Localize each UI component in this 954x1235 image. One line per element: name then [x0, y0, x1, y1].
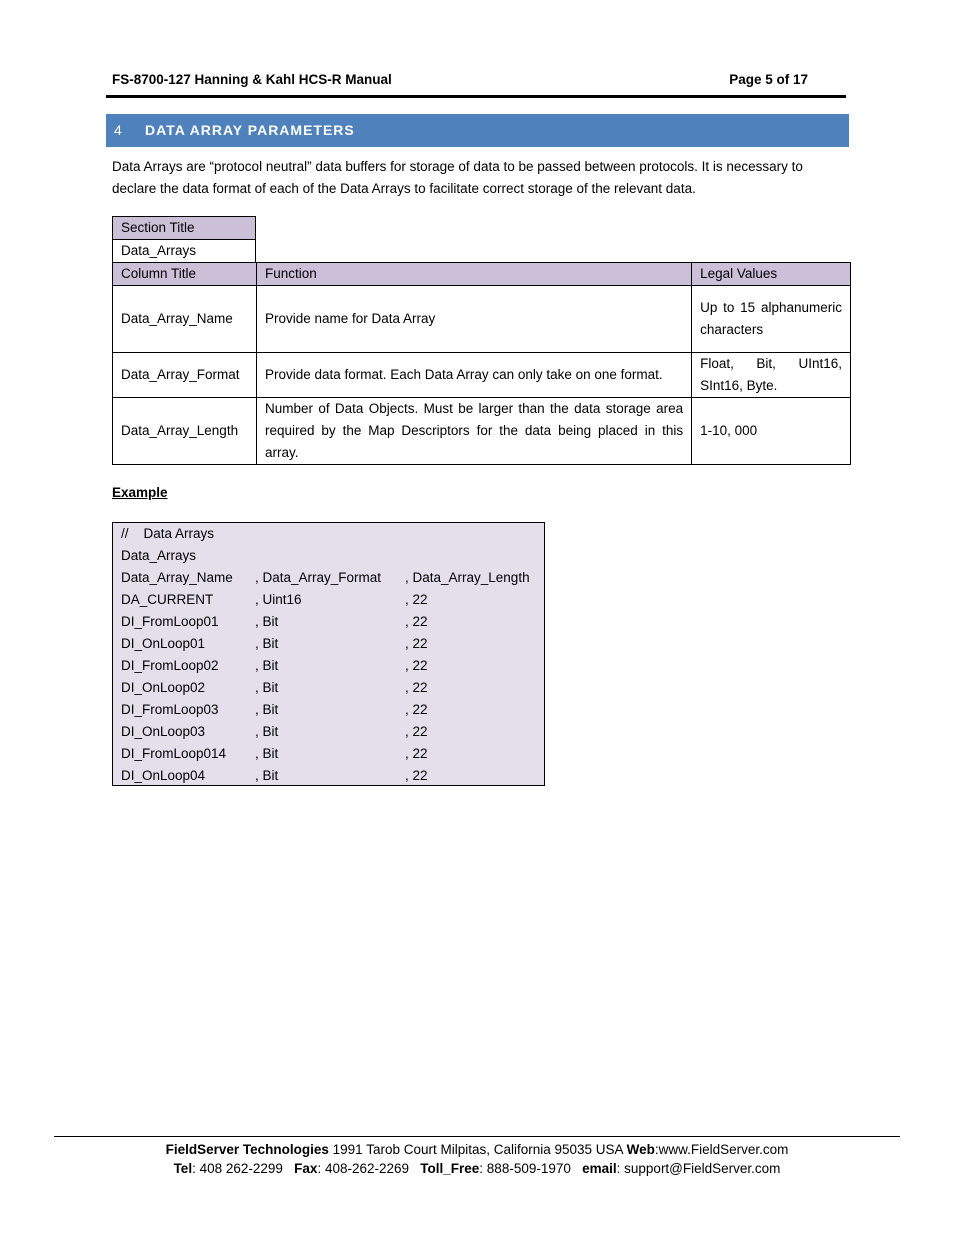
- code-cell: , 22: [405, 746, 428, 761]
- code-cell: Data_Array_Name: [121, 570, 233, 585]
- code-cell: , 22: [405, 680, 428, 695]
- document-title: FS-8700-127 Hanning & Kahl HCS-R Manual: [112, 72, 392, 87]
- code-cell: , Bit: [255, 636, 279, 651]
- footer-fax-label: Fax: [294, 1161, 318, 1176]
- section-number: 4: [114, 122, 122, 138]
- code-comment: // Data Arrays: [121, 526, 215, 541]
- code-cell: , Bit: [255, 614, 279, 629]
- code-cell: , Data_Array_Length: [405, 570, 530, 585]
- parameter-table: [112, 262, 851, 465]
- section-title-table: [112, 216, 256, 263]
- row-legal-values: Float, Bit, UInt16, SInt16, Byte.: [692, 353, 851, 398]
- code-cell: , Bit: [255, 658, 279, 673]
- code-cell: , Bit: [255, 746, 279, 761]
- column-header: Column Title: [113, 263, 257, 286]
- code-cell: , 22: [405, 636, 428, 651]
- footer-rule: [54, 1136, 900, 1137]
- code-cell: DI_FromLoop01: [121, 614, 219, 629]
- footer-email-label: email: [582, 1161, 617, 1176]
- row-legal-values: Up to 15 alphanumeric characters: [692, 286, 851, 353]
- footer-tollfree-label: Toll_Free: [420, 1161, 480, 1176]
- code-cell: DI_OnLoop02: [121, 680, 206, 695]
- footer-line-1: [0, 1140, 954, 1159]
- column-header: Legal Values: [692, 263, 851, 286]
- intro-paragraph: Data Arrays are “protocol neutral” data buffers for storage of data to be passed between protocols. It is necessary to declare the data format of each of the Data Arrays to facilitate correct storage of the relevant data.: [112, 159, 803, 196]
- code-cell: , 22: [405, 592, 428, 607]
- code-cell: , 22: [405, 702, 428, 717]
- code-cell: DI_OnLoop04: [121, 768, 206, 783]
- footer-tel: : 408 262-2299: [192, 1161, 295, 1176]
- footer-web: :www.FieldServer.com: [654, 1142, 789, 1157]
- code-cell: DI_FromLoop014: [121, 746, 227, 761]
- footer-company: FieldServer Technologies: [165, 1142, 329, 1157]
- table-header-row: [113, 263, 851, 286]
- section-title-value: Data_Arrays: [113, 240, 256, 263]
- code-cell: DI_FromLoop02: [121, 658, 219, 673]
- code-cell: , Bit: [255, 768, 279, 783]
- section-heading: [106, 114, 849, 147]
- code-cell: DI_OnLoop03: [121, 724, 206, 739]
- example-code-box: [112, 522, 545, 786]
- page-number: Page 5 of 17: [729, 72, 808, 87]
- code-section-name: Data_Arrays: [121, 548, 197, 563]
- table-row: [113, 286, 851, 353]
- row-legal-values: 1-10, 000: [692, 398, 851, 465]
- code-cell: , 22: [405, 614, 428, 629]
- code-column-header-line: [121, 567, 530, 589]
- row-function: Provide name for Data Array: [256, 286, 691, 353]
- code-cell: , Bit: [255, 702, 279, 717]
- example-label: Example: [112, 485, 168, 500]
- code-cell: , Bit: [255, 680, 279, 695]
- row-title: Data_Array_Length: [113, 398, 257, 465]
- table-row: [113, 353, 851, 398]
- footer-tollfree: : 888-509-1970: [479, 1161, 583, 1176]
- footer-line-2: [0, 1159, 954, 1178]
- code-cell: DI_FromLoop03: [121, 702, 219, 717]
- code-cell: , Data_Array_Format: [255, 570, 382, 585]
- code-cell: , Uint16: [255, 592, 302, 607]
- row-title: Data_Array_Name: [113, 286, 257, 353]
- table-row: [113, 398, 851, 465]
- code-cell: , 22: [405, 658, 428, 673]
- footer-fax: : 408-262-2269: [317, 1161, 421, 1176]
- section-title-heading: Section Title: [113, 217, 256, 240]
- page-header: [112, 72, 808, 92]
- code-cell: , Bit: [255, 724, 279, 739]
- code-cell: DI_OnLoop01: [121, 636, 206, 651]
- footer-web-label: Web: [626, 1142, 655, 1157]
- section-title: DATA ARRAY PARAMETERS: [145, 122, 355, 138]
- row-function: Number of Data Objects. Must be larger than the data storage area required by the Map Descriptors for the data being placed in this array.: [256, 398, 691, 465]
- row-function: Provide data format. Each Data Array can only take on one format.: [256, 353, 691, 398]
- page-footer: [0, 1140, 954, 1178]
- footer-email: : support@FieldServer.com: [616, 1161, 781, 1176]
- footer-tel-label: Tel: [173, 1161, 193, 1176]
- code-cell: , 22: [405, 768, 428, 783]
- header-rule: [106, 95, 846, 98]
- column-header: Function: [256, 263, 691, 286]
- row-title: Data_Array_Format: [113, 353, 257, 398]
- code-cell: DA_CURRENT: [121, 592, 214, 607]
- code-cell: , 22: [405, 724, 428, 739]
- footer-address: 1991 Tarob Court Milpitas, California 95035 USA: [328, 1142, 627, 1157]
